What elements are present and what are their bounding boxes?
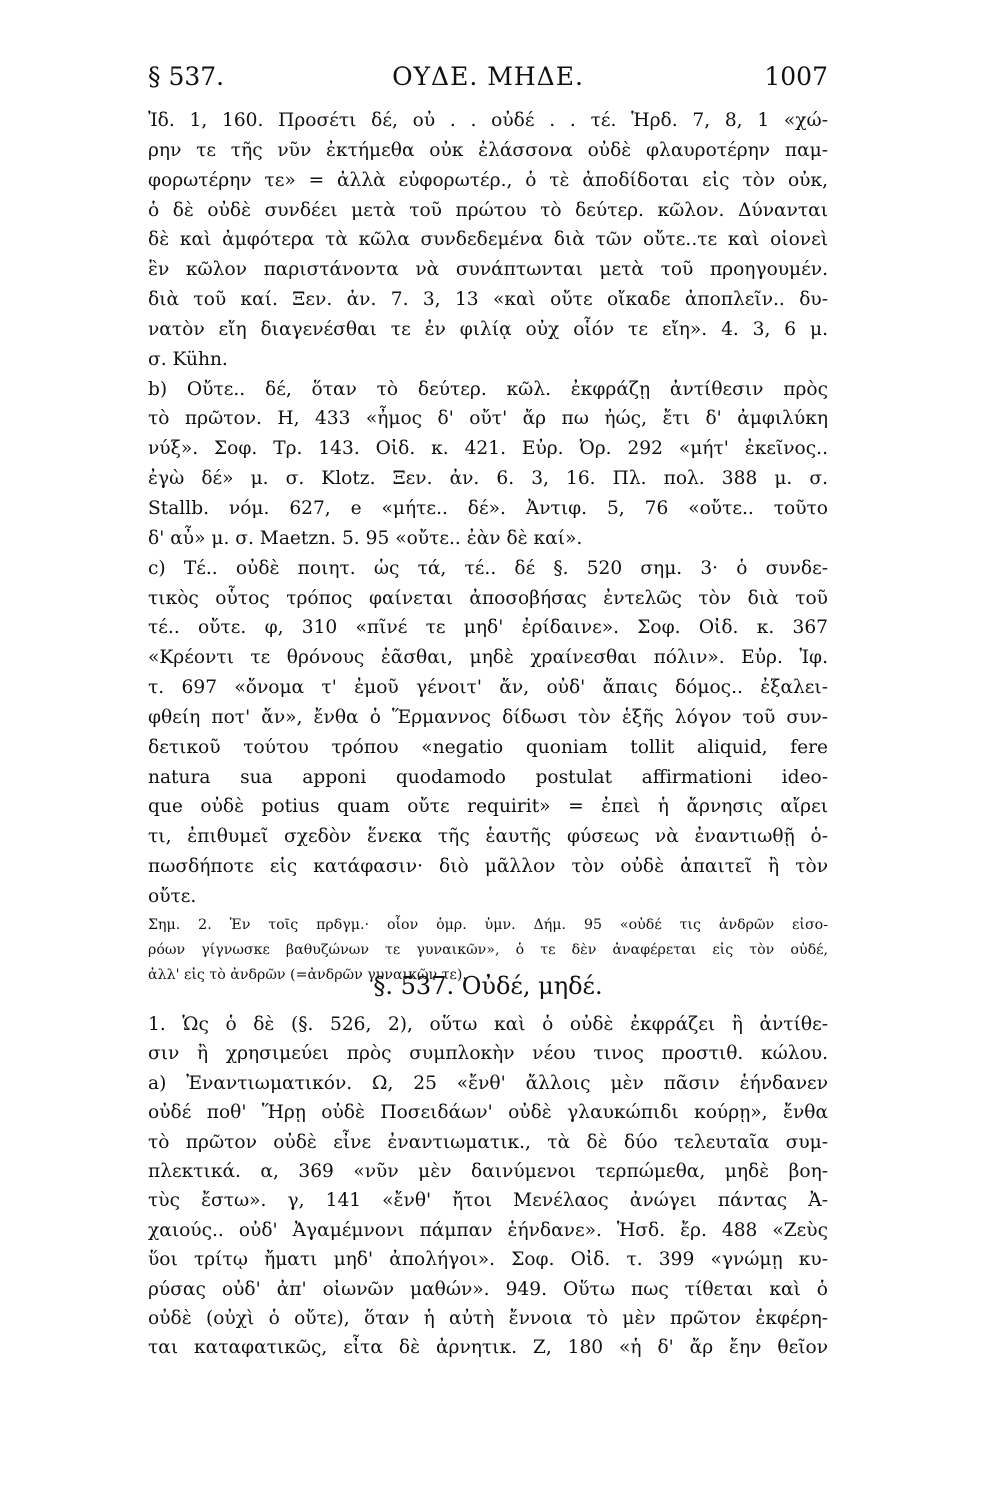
note-line: ρόων γίγνωσκε βαθυζώνων τε γυναικῶν», ὁ τε δὲν ἀναφέρεται εἰς τὸν οὐδέ, (148, 942, 828, 958)
page-number: 1007 (764, 62, 828, 91)
text-line: Ἰδ. 1, 160. Προσέτι δέ, οὐ . . οὐδέ . . τέ. Ἡρδ. 7, 8, 1 «χώ- (148, 110, 828, 131)
text-line: 1. Ὡς ὁ δὲ (§. 526, 2), οὕτω καὶ ὁ οὐδὲ ἐκφράζει ἢ ἀντίθε- (148, 1014, 828, 1035)
text-line: τ. 697 «ὄνομα τ' ἐμοῦ γένοιτ' ἄν, οὐδ' ἄπαις δόμος.. ἐξαλει- (148, 677, 828, 699)
text-line: ὕοι τρίτῳ ἤματι μηδ' ἀπολήγοι». Σοφ. Οἰδ. τ. 399 «γνώμῃ κυ- (148, 1249, 828, 1271)
main-text-block (148, 106, 828, 912)
text-line: τὸ πρῶτον. Η, 433 «ἦμος δ' οὔτ' ἄρ πω ἠώς, ἔτι δ' ἀμφιλύκη (148, 408, 828, 430)
text-line: Stallb. νόμ. 627, e «μήτε.. δέ». Ἀντιφ. 5, 76 «οὔτε.. τοῦτο (148, 497, 828, 519)
text-line: οὐδὲ (οὐχὶ ὁ οὔτε), ὅταν ἡ αὐτὴ ἔννοια τὸ μὲν πρῶτον ἐκφέρη- (148, 1307, 828, 1329)
text-line: que οὐδὲ potius quam οὔτε requirit» = ἐπεὶ ἡ ἄρνησις αἴρει (148, 796, 828, 818)
text-line: σιν ἢ χρησιμεύει πρὸς συμπλοκὴν νέου τινος προστιθ. κώλου. (148, 1043, 828, 1065)
text-line: τικὸς οὗτος τρόπος φαίνεται ἀποσοβήσας ἐντελῶς τὸν διὰ τοῦ (148, 587, 828, 609)
section-text-block (148, 1010, 828, 1363)
running-title: ΟΥΔΕ. ΜΗΔΕ. (392, 62, 584, 91)
text-line: τι, ἐπιθυμεῖ σχεδὸν ἕνεκα τῆς ἑαυτῆς φύσεως νὰ ἐναντιωθῇ ὁ- (148, 826, 828, 848)
section-marker: § 537. (148, 62, 225, 91)
text-line: ρην τε τῆς νῦν ἐκτήμεθα οὐκ ἐλάσσονα οὐδὲ φλαυροτέρην παμ- (148, 139, 828, 161)
section-heading: §. 537. Οὐδέ, μηδέ. (373, 972, 603, 1000)
text-line: οὔτε. (148, 885, 197, 907)
text-line: φθείη ποτ' ἄν», ἔνθα ὁ Ἕρμαννος δίδωσι τὸν ἑξῆς λόγον τοῦ συν- (148, 706, 828, 728)
text-line: «Κρέοντι τε θρόνους ἐᾶσθαι, μηδὲ χραίνεσθαι πόλιν». Εὐρ. Ἰφ. (148, 647, 828, 669)
note-line: Σημ. 2. Ἐν τοῖς πρδγμ.· οἷον ὁμρ. ὑμν. Δήμ. 95 «οὐδέ τις ἀνδρῶν εἰσο- (148, 917, 828, 933)
text-line: τὸ πρῶτον οὐδὲ εἶνε ἐναντιωματικ., τὰ δὲ δύο τελευταῖα συμ- (148, 1131, 828, 1153)
text-line: χαιούς.. οὐδ' Ἀγαμέμνονι πάμπαν ἑήνδανε». Ἡσδ. ἔρ. 488 «Ζεὺς (148, 1219, 828, 1241)
text-line: σ. Kühn. (148, 348, 228, 370)
text-line: τέ.. οὔτε. φ, 310 «πῖνέ τε μηδ' ἐρίδαινε». Σοφ. Οἰδ. κ. 367 (148, 617, 828, 639)
text-line: φορωτέρην τε» = ἀλλὰ εὐφορωτέρ., ὁ τὲ ἀποδίδοται εἰς τὸν οὐκ, (148, 169, 828, 191)
text-line: ρύσας οὐδ' ἀπ' οἰωνῶν μαθών». 949. Οὕτω πως τίθεται καὶ ὁ (148, 1278, 828, 1300)
text-line: ὁ δὲ οὐδὲ συνδέει μετὰ τοῦ πρώτου τὸ δεύτερ. κῶλον. Δύνανται (148, 199, 828, 221)
text-line: οὐδέ ποθ' Ἥρῃ οὐδὲ Ποσειδάων' οὐδὲ γλαυκώπιδι κούρῃ», ἔνθα (148, 1102, 828, 1124)
text-line: πλεκτικά. α, 369 «νῦν μὲν δαινύμενοι τερπώμεθα, μηδὲ βοη- (148, 1160, 828, 1182)
text-line: διὰ τοῦ καί. Ξεν. ἀν. 7. 3, 13 «καὶ οὔτε οἴκαδε ἀποπλεῖν.. δυ- (148, 289, 828, 311)
text-line: ται καταφατικῶς, εἶτα δὲ ἀρνητικ. Ζ, 180 «ἡ δ' ἄρ ἔην θεῖον (148, 1337, 828, 1359)
text-line: δ' αὖ» μ. σ. Maetzn. 5. 95 «οὔτε.. ἐὰν δὲ καί». (148, 527, 583, 549)
text-line: δετικοῦ τούτου τρόπου «negatio quoniam tollit aliquid, fere (148, 736, 828, 758)
text-line: τὺς ἔστω». γ, 141 «ἔνθ' ἤτοι Μενέλαος ἀνώγει πάντας Ἀ- (148, 1190, 828, 1212)
text-line: ἐγὼ δέ» μ. σ. Klotz. Ξεν. ἀν. 6. 3, 16. Πλ. πολ. 388 μ. σ. (148, 468, 828, 490)
text-line: νατὸν εἴη διαγενέσθαι τε ἐν φιλίᾳ οὐχ οἷόν τε εἴη». 4. 3, 6 μ. (148, 318, 828, 340)
text-line: πωσδήποτε εἰς κατάφασιν· διὸ μᾶλλον τὸν οὐδὲ ἀπαιτεῖ ἢ τὸν (148, 856, 828, 878)
text-line: δὲ καὶ ἀμφότερα τὰ κῶλα συνδεδεμένα διὰ τῶν οὔτε..τε καὶ οἱονεὶ (148, 229, 828, 251)
text-line: a) Ἐναντιωματικόν. Ω, 25 «ἔνθ' ἄλλοις μὲν πᾶσιν ἑήνδανεν (148, 1072, 828, 1094)
text-line: νύξ». Σοφ. Τρ. 143. Οἰδ. κ. 421. Εὐρ. Ὀρ. 292 «μήτ' ἐκεῖνος.. (148, 438, 828, 460)
text-line: c) Τέ.. οὐδὲ ποιητ. ὡς τά, τέ.. δέ §. 520 σημ. 3· ὁ συνδε- (148, 557, 828, 579)
text-line: ἓν κῶλον παριστάνοντα νὰ συνάπτωνται μετὰ τοῦ προηγουμέν. (148, 259, 828, 281)
running-header (148, 62, 828, 96)
text-line: natura sua apponi quodamodo postulat affirmationi ideo- (148, 766, 828, 788)
text-line: b) Οὔτε.. δέ, ὅταν τὸ δεύτερ. κῶλ. ἐκφράζῃ ἀντίθεσιν πρὸς (148, 378, 828, 400)
note-line: ἀλλ' εἰς τὸ ἀνδρῶν (=ἀνδρῶν γυναικῶν τε). (148, 967, 467, 983)
